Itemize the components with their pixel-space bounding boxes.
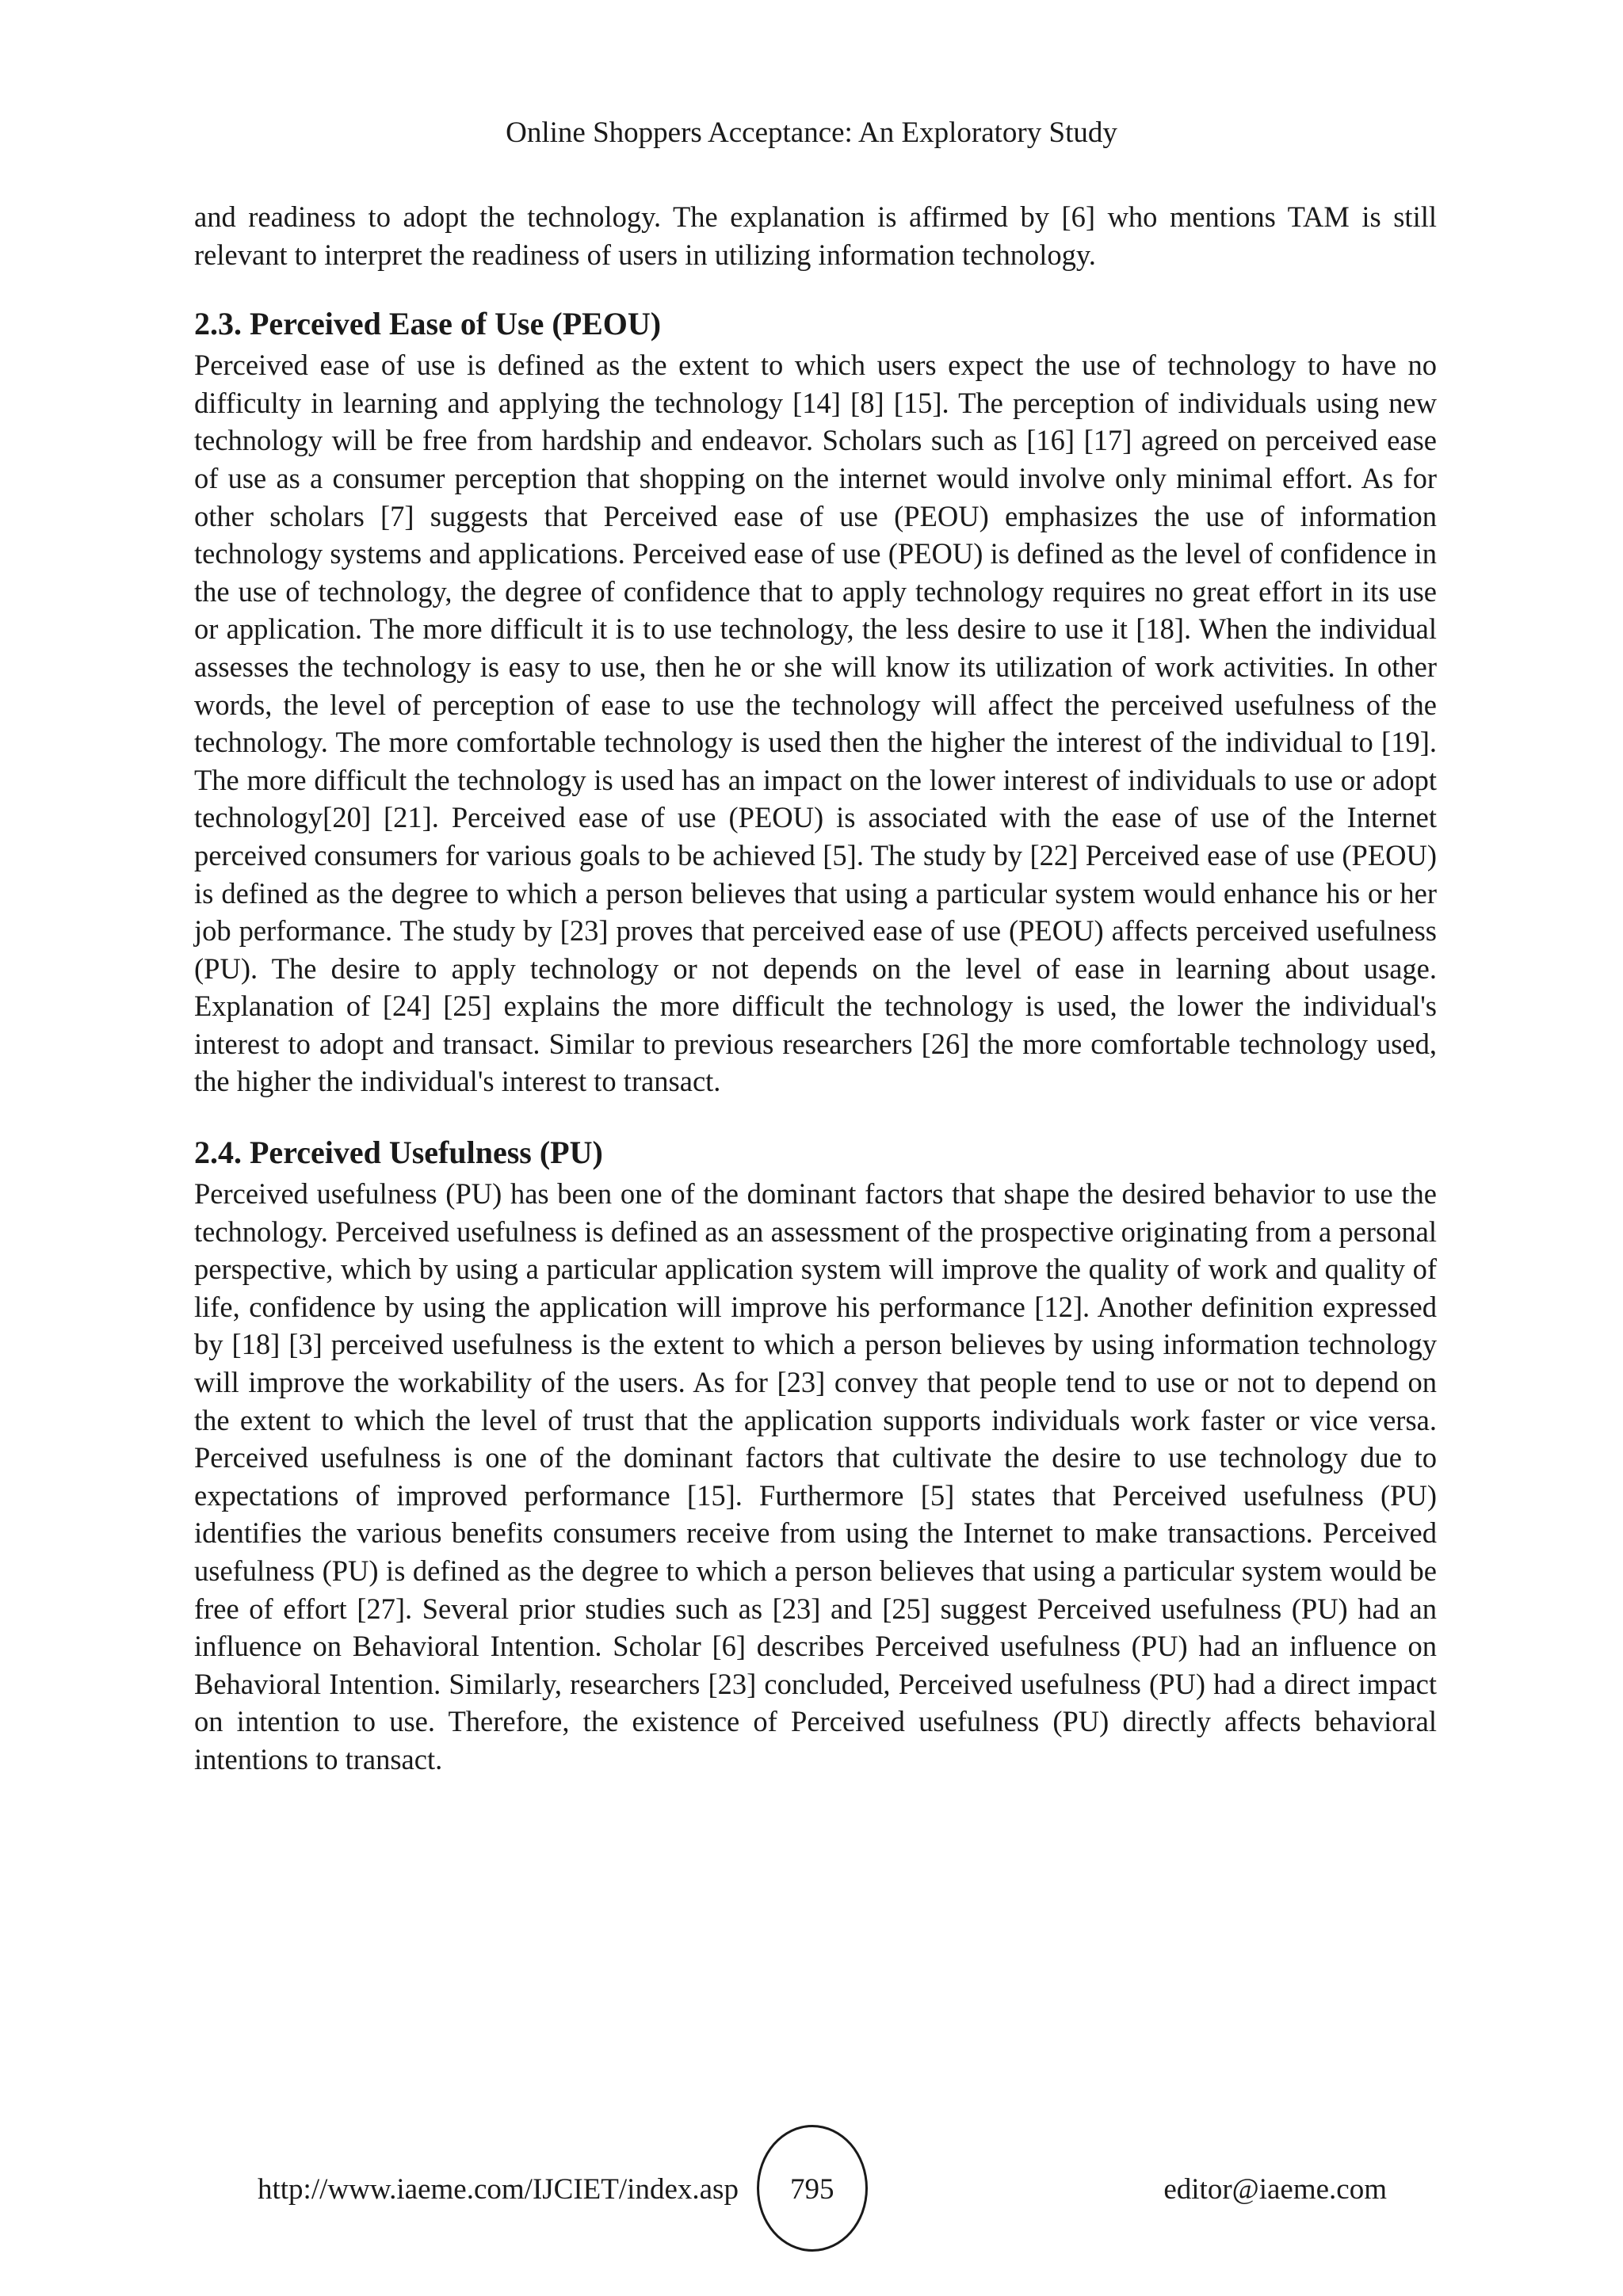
section-heading-peou: 2.3. Perceived Ease of Use (PEOU) xyxy=(194,306,662,342)
article-body xyxy=(194,198,1437,1779)
intro-paragraph: and readiness to adopt the technology. The explanation is affirmed by [6] who mentions TAM is still relevant to interpret the readiness of users in utilizing information technology. xyxy=(194,200,1437,271)
section-heading-pu: 2.4. Perceived Usefulness (PU) xyxy=(194,1135,603,1171)
footer-email-link[interactable]: editor@iaeme.com xyxy=(1163,2173,1387,2206)
page-number: 795 xyxy=(790,2173,834,2206)
section-paragraph-peou: Perceived ease of use is defined as the extent to which users expect the use of technology to have no difficulty in learning and applying the technology [14] [8] [15]. The perception of individuals using new technology will be free from hardship and endeavor. Scholars such as [16] [17] agreed on perceived ease of use as a consumer perception that shopping on the internet would involve only minimal effort. As for other scholars [7] suggests that Perceived ease of use (PEOU) emphasizes the use of information technology systems and applications. Perceived ease of use (PEOU) is defined as the level of confidence in the use of technology, the degree of confidence that to apply technology requires no great effort in its use or application. The more difficult it is to use technology, the less desire to use it [18]. When the individual assesses the technology is easy to use, then he or she will know its utilization of work activities. In other words, the level of perception of ease to use the technology will affect the perceived usefulness of the technology. The more comfortable technology is used then the higher the interest of the individual to [19]. The more difficult the technology is used has an impact on the lower interest of individuals to use or adopt technology[20] [21]. Perceived ease of use (PEOU) is associated with the ease of use of the Internet perceived consumers for various goals to be achieved [5]. The study by [22] Perceived ease of use (PEOU) is defined as the degree to which a person believes that using a particular system would enhance his or her job performance. The study by [23] proves that perceived ease of use (PEOU) affects perceived usefulness (PU). The desire to apply technology or not depends on the level of ease in learning about usage. Explanation of [24] [25] explains the more difficult the technology is used, the lower the individual's interest to adopt and transact. Similar to previous researchers [26] the more comfortable technology used, the higher the individual's interest to transact. xyxy=(194,349,1437,1098)
running-header: Online Shoppers Acceptance: An Exploratory Study xyxy=(506,116,1117,149)
section-paragraph-pu: Perceived usefulness (PU) has been one of the dominant factors that shape the desired behavior to use the technology. Perceived usefulness is defined as an assessment of the prospective originating from a personal perspective, which by using a particular application system will improve the quality of work and quality of life, confidence by using the application will improve his performance [12]. Another definition expressed by [18] [3] perceived usefulness is the extent to which a person believes by using information technology will improve the workability of the users. As for [23] convey that people tend to use or not to depend on the extent to which the level of trust that the application supports individuals work faster or vice versa. Perceived usefulness is one of the dominant factors that cultivate the desire to use technology due to expectations of improved performance [15]. Furthermore [5] states that Perceived usefulness (PU) identifies the various benefits consumers receive from using the Internet to make transactions. Perceived usefulness (PU) is defined as the degree to which a person believes that using a particular system would be free of effort [27]. Several prior studies such as [23] and [25] suggest Perceived usefulness (PU) had an influence on Behavioral Intention. Scholar [6] describes Perceived usefulness (PU) had an influence on Behavioral Intention. Similarly, researchers [23] concluded, Perceived usefulness (PU) had a direct impact on intention to use. Therefore, the existence of Perceived usefulness (PU) directly affects behavioral intentions to transact. xyxy=(194,1177,1437,1775)
footer-url-link[interactable]: http://www.iaeme.com/IJCIET/index.asp xyxy=(258,2173,739,2206)
page-footer xyxy=(0,2172,1623,2291)
